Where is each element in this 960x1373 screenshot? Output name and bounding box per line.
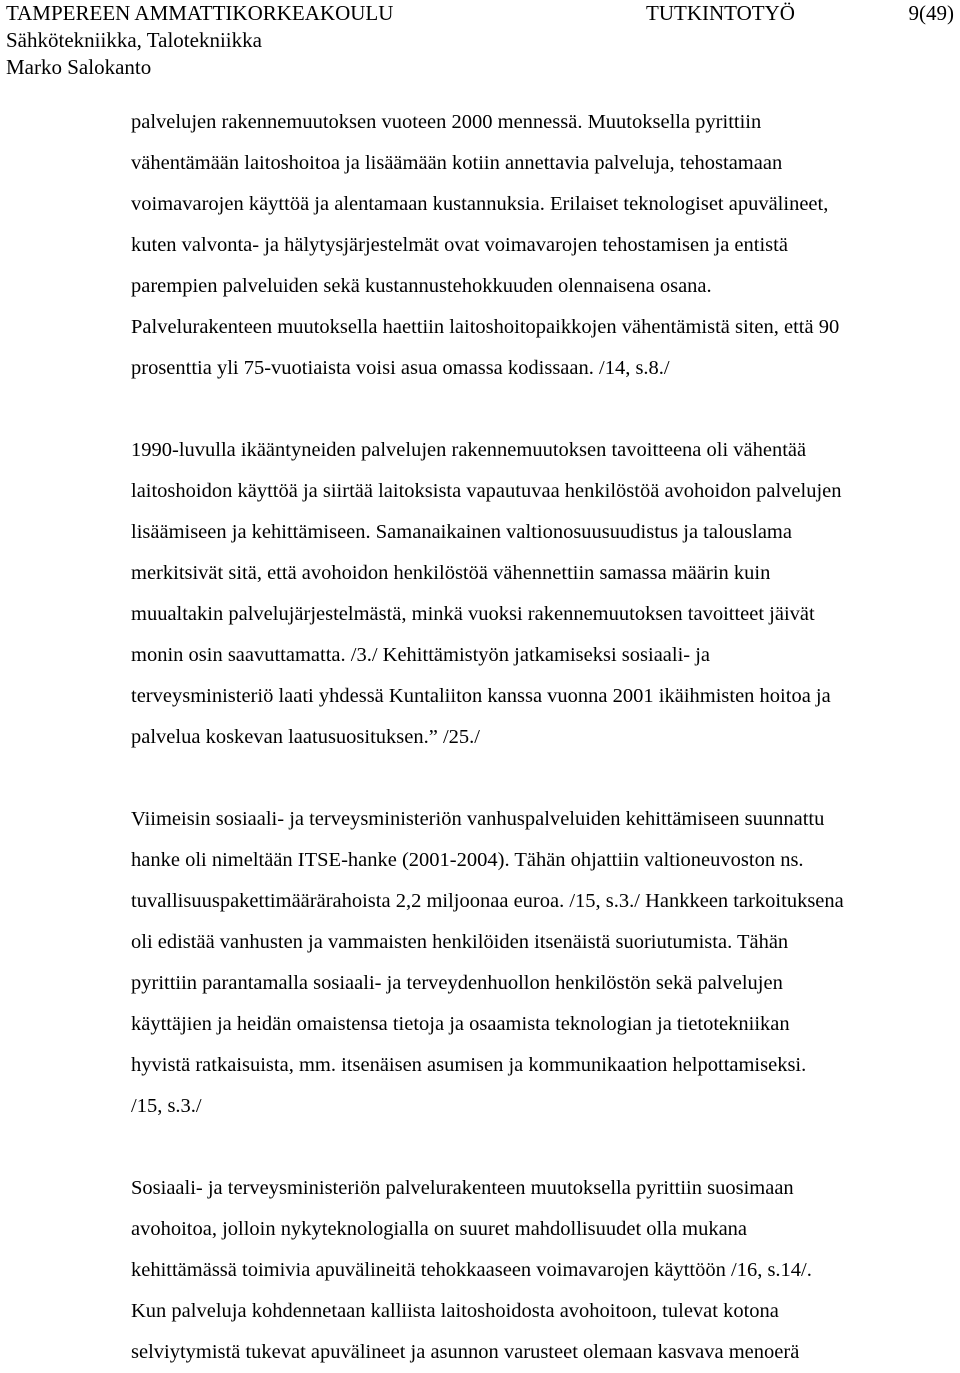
text-line: Viimeisin sosiaali- ja terveysministeriön vanhuspalveluiden kehittämiseen suunnattu (131, 808, 825, 830)
text-line: tuvallisuuspakettimäärärahoista 2,2 miljoonaa euroa. /15, s.3./ Hankkeen tarkoituksena (131, 890, 844, 912)
text-line: kuten valvonta- ja hälytysjärjestelmät ovat voimavarojen tehostamisen ja entistä (131, 234, 788, 256)
text-line: oli edistää vanhusten ja vammaisten henkilöiden itsenäistä suoriutumista. Tähän (131, 931, 789, 953)
text-line: /15, s.3./ (131, 1095, 202, 1117)
text-line: selviytymistä tukevat apuvälineet ja asunnon varusteet olemaan kasvava menoerä (131, 1341, 800, 1363)
header-row-2 (6, 27, 954, 54)
text-line: terveysministeriö laati yhdessä Kuntaliiton kanssa vuonna 2001 ikäihmisten hoitoa ja (131, 685, 831, 707)
paragraph-gap (131, 1127, 956, 1168)
text-line: 1990-luvulla ikääntyneiden palvelujen rakennemuutoksen tavoitteena oli vähentää (131, 439, 807, 461)
header-page-number: 9(49) (908, 1, 954, 25)
header-doc-type: TUTKINTOTYÖ (646, 1, 795, 25)
paragraph-gap (131, 758, 956, 799)
paragraph-3 (131, 799, 956, 1127)
header-row-1 (6, 0, 954, 27)
header-row-3 (6, 54, 954, 81)
text-line: voimavarojen käyttöä ja alentamaan kustannuksia. Erilaiset teknologiset apuvälineet, (131, 193, 829, 215)
text-line: avohoitoa, jolloin nykyteknologialla on suuret mahdollisuudet olla mukana (131, 1218, 748, 1240)
text-line: pyrittiin parantamalla sosiaali- ja terveydenhuollon henkilöstön sekä palvelujen (131, 972, 783, 994)
text-line: hanke oli nimeltään ITSE-hanke (2001-2004). Tähän ohjattiin valtioneuvoston ns. (131, 849, 804, 871)
page-header (6, 0, 954, 81)
text-line: palvelujen rakennemuutoksen vuoteen 2000 mennessä. Muutoksella pyrittiin (131, 111, 762, 133)
paragraph-1 (131, 102, 956, 389)
paragraph-2 (131, 430, 956, 758)
text-line: monin osin saavuttamatta. /3./ Kehittämistyön jatkamiseksi sosiaali- ja (131, 644, 711, 666)
paragraph-gap (131, 389, 956, 430)
text-line: käyttäjien ja heidän omaistensa tietoja ja osaamista teknologian ja tietotekniikan (131, 1013, 790, 1035)
text-line: palvelua koskevan laatusuosituksen.” /25./ (131, 726, 480, 748)
body-text (131, 102, 956, 1373)
text-line: muualtakin palvelujärjestelmästä, minkä vuoksi rakennemuutoksen tavoitteet jäivät (131, 603, 815, 625)
text-line: Sosiaali- ja terveysministeriön palvelurakenteen muutoksella pyrittiin suosimaan (131, 1177, 794, 1199)
header-department: Sähkötekniikka, Talotekniikka (6, 28, 262, 52)
text-line: vähentämään laitoshoitoa ja lisäämään kotiin annettavia palveluja, tehostamaan (131, 152, 783, 174)
text-line: kehittämässä toimivia apuvälineitä tehokkaaseen voimavarojen käyttöön /16, s.14/. (131, 1259, 812, 1281)
text-line: merkitsivät sitä, että avohoidon henkilöstöä vähennettiin samassa määrin kuin (131, 562, 771, 584)
text-line: lisäämiseen ja kehittämiseen. Samanaikainen valtionosuusuudistus ja talouslama (131, 521, 792, 543)
header-school: TAMPEREEN AMMATTIKORKEAKOULU (6, 1, 394, 25)
paragraph-4 (131, 1168, 956, 1373)
text-line: Kun palveluja kohdennetaan kalliista laitoshoidosta avohoitoon, tulevat kotona (131, 1300, 779, 1322)
text-line: parempien palveluiden sekä kustannustehokkuuden olennaisena osana. (131, 275, 712, 297)
text-line: laitoshoidon käyttöä ja siirtää laitoksista vapautuvaa henkilöstöä avohoidon palvelujen (131, 480, 842, 502)
text-line: hyvistä ratkaisuista, mm. itsenäisen asumisen ja kommunikaation helpottamiseksi. (131, 1054, 807, 1076)
text-line: prosenttia yli 75-vuotiaista voisi asua omassa kodissaan. /14, s.8./ (131, 357, 670, 379)
header-author: Marko Salokanto (6, 55, 152, 79)
text-line: Palvelurakenteen muutoksella haettiin laitoshoitopaikkojen vähentämistä siten, että 90 (131, 316, 840, 338)
